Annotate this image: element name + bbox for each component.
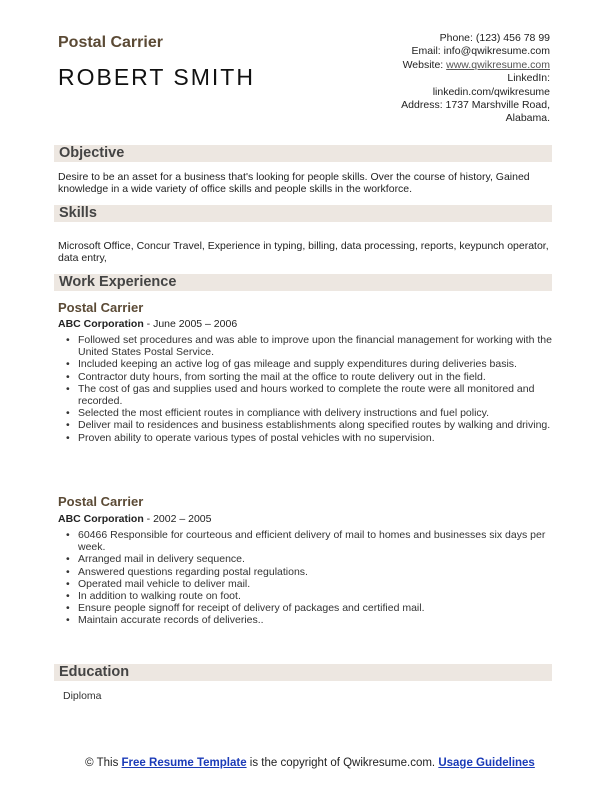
contact-address-state: Alabama. bbox=[505, 112, 550, 125]
education-text: Diploma bbox=[63, 690, 102, 702]
job-2-dates: - 2002 – 2005 bbox=[143, 513, 212, 525]
skills-text: Microsoft Office, Concur Travel, Experience in typing, billing, data processing, reports, keypunch operator, data entry, bbox=[58, 240, 549, 264]
job-1-company: ABC Corporation bbox=[58, 318, 144, 330]
list-item: • Deliver mail to residences and business establishments along specified routes by walking and driving. bbox=[78, 419, 572, 431]
list-item: • Contractor duty hours, from sorting the mail at the office to route delivery out in the field. bbox=[78, 371, 572, 383]
objective-section-header bbox=[54, 145, 552, 162]
copyright-footer bbox=[80, 757, 540, 771]
list-item: • 60466 Responsible for courteous and efficient delivery of mail to homes and businesses six days per week. bbox=[78, 529, 572, 553]
list-item: • Arranged mail in delivery sequence. bbox=[78, 553, 572, 565]
job-1-company-line bbox=[58, 318, 237, 330]
contact-email: Email: info@qwikresume.com bbox=[411, 45, 550, 58]
list-item: • Ensure people signoff for receipt of delivery of packages and certified mail. bbox=[78, 602, 572, 614]
education-heading: Education bbox=[59, 664, 130, 680]
list-item: • The cost of gas and supplies used and hours worked to complete the route were all monitored and recorded. bbox=[78, 383, 572, 407]
objective-heading: Objective bbox=[59, 145, 125, 161]
list-item: • Proven ability to operate various types of postal vehicles with no supervision. bbox=[78, 432, 572, 444]
job-1-role: Postal Carrier bbox=[58, 300, 144, 315]
job-2-company: ABC Corporation bbox=[58, 513, 144, 525]
usage-guidelines-link[interactable]: Usage Guidelines bbox=[438, 757, 535, 769]
list-item: • Included keeping an active log of gas mileage and supply expenditures during deliveries basis. bbox=[78, 358, 572, 370]
job-1-dates: - June 2005 – 2006 bbox=[143, 318, 238, 330]
list-item: • Maintain accurate records of deliveries.. bbox=[78, 614, 572, 626]
skills-heading: Skills bbox=[59, 205, 97, 221]
job-2-bullets bbox=[58, 529, 572, 627]
list-item: • Selected the most efficient routes in compliance with delivery instructions and fuel policy. bbox=[78, 407, 572, 419]
skills-section-header bbox=[54, 205, 552, 222]
website-link[interactable]: www.qwikresume.com bbox=[446, 58, 550, 71]
free-resume-template-link[interactable]: Free Resume Template bbox=[121, 757, 247, 769]
website-label: Website: bbox=[402, 58, 447, 71]
resume-job-title: Postal Carrier bbox=[58, 34, 163, 51]
work-experience-heading: Work Experience bbox=[59, 274, 177, 290]
list-item: • Followed set procedures and was able to improve upon the financial management for working with the United States Postal Service. bbox=[78, 334, 572, 358]
contact-linkedin-label: LinkedIn: bbox=[507, 72, 550, 85]
contact-website bbox=[310, 59, 550, 72]
candidate-name: ROBERT SMITH bbox=[58, 64, 255, 90]
contact-address: Address: 1737 Marshville Road, bbox=[401, 99, 550, 112]
list-item: • In addition to walking route on foot. bbox=[78, 590, 572, 602]
work-experience-section-header bbox=[54, 274, 552, 291]
job-2-role: Postal Carrier bbox=[58, 494, 144, 509]
contact-block bbox=[310, 32, 550, 126]
list-item: • Answered questions regarding postal regulations. bbox=[78, 566, 572, 578]
objective-text: Desire to be an asset for a business that's looking for people skills. Over the course of history, Gained knowledge in a wide variety of office skills and people skills in the workforce. bbox=[58, 171, 530, 195]
footer-prefix: © This bbox=[85, 757, 122, 769]
job-2-company-line bbox=[58, 513, 211, 525]
list-item: • Operated mail vehicle to deliver mail. bbox=[78, 578, 572, 590]
contact-linkedin: linkedin.com/qwikresume bbox=[432, 85, 550, 98]
contact-phone: Phone: (123) 456 78 99 bbox=[439, 32, 550, 44]
education-section-header bbox=[54, 664, 552, 681]
job-1-bullets bbox=[58, 334, 572, 444]
footer-middle: is the copyright of Qwikresume.com. bbox=[246, 757, 439, 769]
